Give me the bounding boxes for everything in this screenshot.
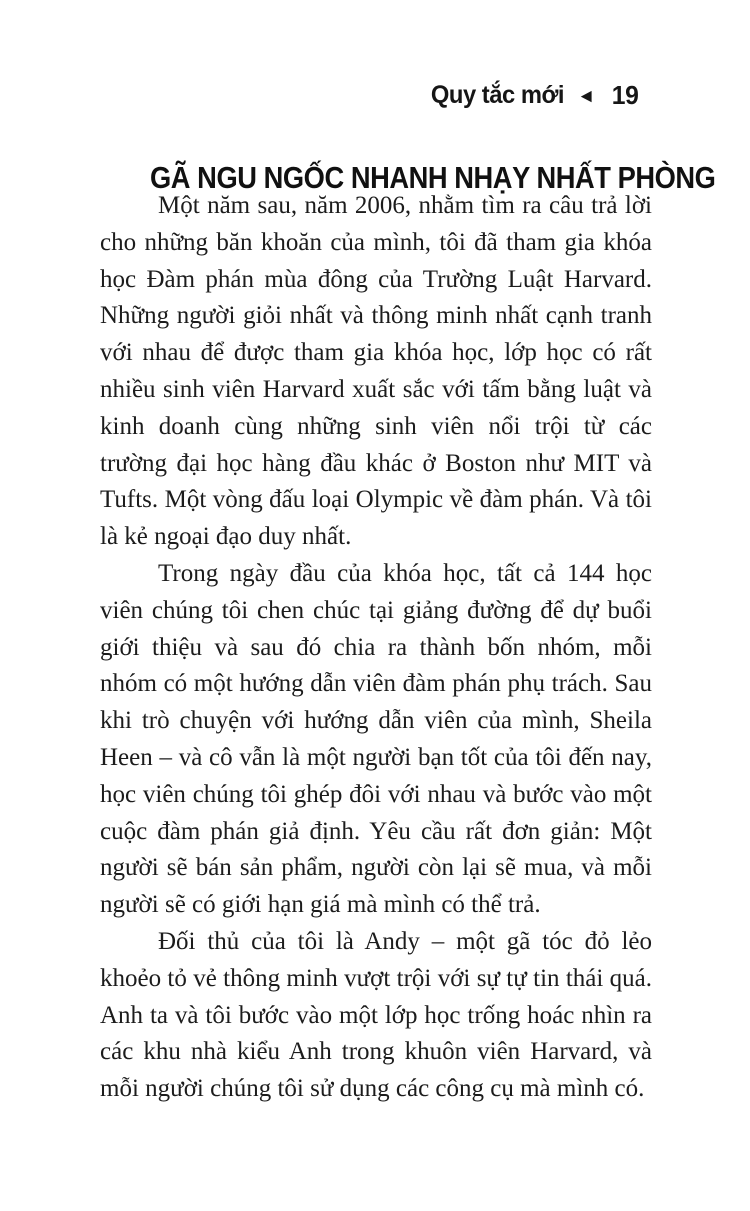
- paragraph: Một năm sau, năm 2006, nhằm tìm ra câu trả lời cho những băn khoăn của mình, tôi đã tham gia khóa học Đàm phán mùa đông của Trường Luật Harvard. Những người giỏi nhất và thông minh nhất cạnh tranh với nhau để được tham gia khóa học, lớp học có rất nhiều sinh viên Harvard xuất sắc với tấm bằng luật và kinh doanh cùng những sinh viên nổi trội từ các trường đại học hàng đầu khác ở Boston như MIT và Tufts. Một vòng đấu loại Olympic về đàm phán. Và tôi là kẻ ngoại đạo duy nhất.: [100, 192, 652, 551]
- page-number: 19: [611, 80, 638, 110]
- paragraph: Trong ngày đầu của khóa học, tất cả 144 học viên chúng tôi chen chúc tại giảng đường để dự buổi giới thiệu và sau đó chia ra thành bốn nhóm, mỗi nhóm có một hướng dẫn viên đàm phán phụ trách. Sau khi trò chuyện với hướng dẫn viên của mình, Sheila Heen – và cô vẫn là một người bạn tốt của tôi đến nay, học viên chúng tôi ghép đôi với nhau và bước vào một cuộc đàm phán giả định. Yêu cầu rất đơn giản: Một người sẽ bán sản phẩm, người còn lại sẽ mua, và mỗi người sẽ có giới hạn giá mà mình có thể trả.: [100, 559, 652, 919]
- section-heading: GÃ NGU NGỐC NHANH NHẠY NHẤT PHÒNG: [150, 159, 716, 195]
- running-title: Quy tắc mới: [430, 81, 564, 109]
- paragraph: Đối thủ của tôi là Andy – một gã tóc đỏ lẻo khoẻo tỏ vẻ thông minh vượt trội với sự tự tin thái quá. Anh ta và tôi bước vào một lớp học trống hoác nhìn ra các khu nhà kiểu Anh trong khuôn viên Harvard, và mỗi người chúng tôi sử dụng các công cụ mà mình có.: [100, 927, 652, 1103]
- body-text-block: [100, 188, 652, 1108]
- left-pointer-icon: ◄: [576, 86, 595, 107]
- running-header: [431, 80, 638, 111]
